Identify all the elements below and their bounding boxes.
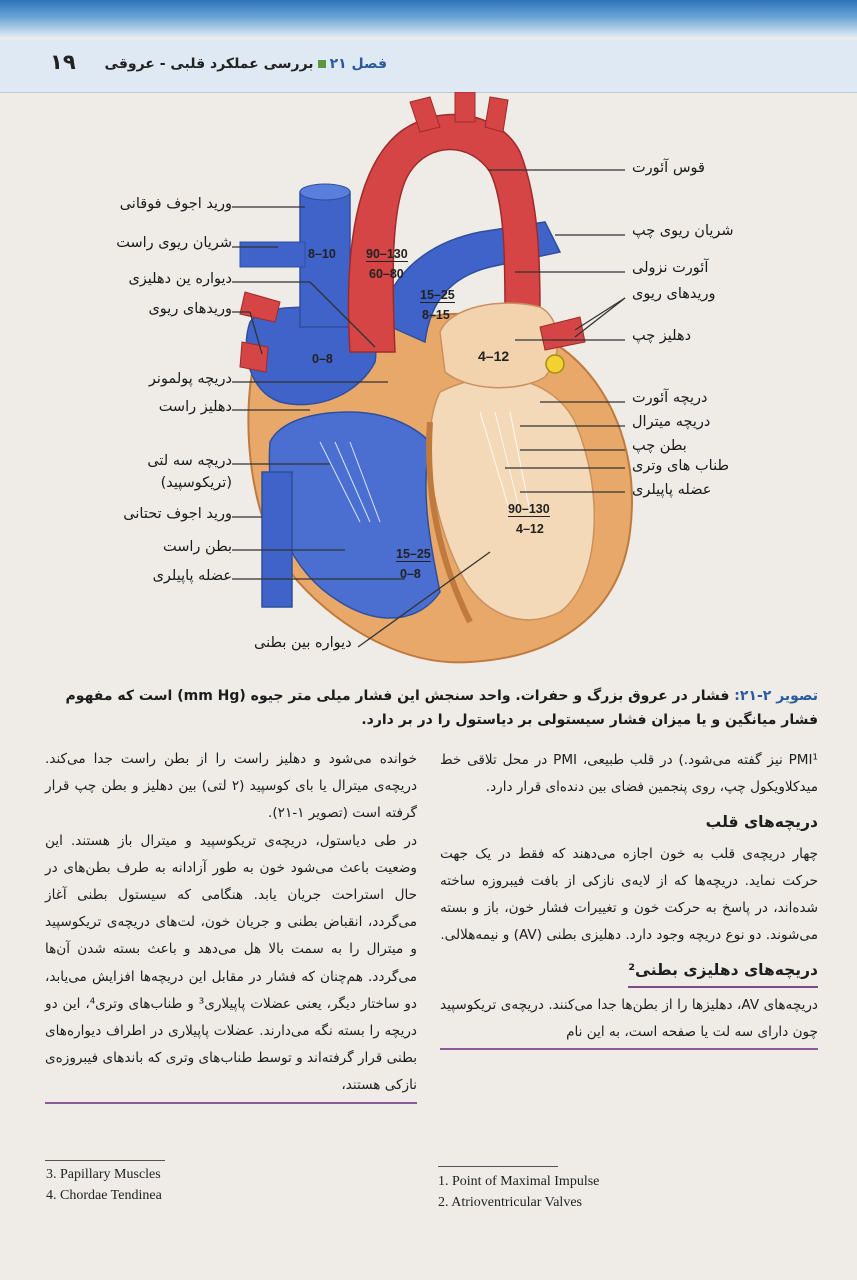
- label-pulmonic-valve: دریچه پولمونر: [148, 371, 232, 387]
- paragraph: چهار دریچه‌ی قلب به خون اجازه می‌دهند که فقط در یک جهت حرکت نماید. دریچه‌ها که از لایه‌ی نازکی از بافت فیبروزه ساخته شده‌اند، در پاسخ به حرکت خون و تغییرات فشار خون، باز و بسته می‌شوند. دو نوع دریچه وجود دارد. دهلیزی بطنی (AV) و نیمه‌هلالی.: [440, 845, 818, 944]
- page-number: ۱۹: [50, 50, 76, 74]
- heart-figure: [0, 92, 857, 682]
- label-aortic-arch: قوس آئورت: [632, 160, 705, 176]
- pressure-rv-top: 15–25: [396, 547, 431, 561]
- page-header: [0, 40, 857, 93]
- footnote: 3. Papillary Muscles: [46, 1167, 161, 1182]
- heading-av-valves: دریچه‌های دهلیزی بطنی²: [628, 957, 818, 987]
- label-interatrial-septum: دیواره ین دهلیزی: [128, 271, 232, 287]
- pressure-pa-bottom: 8–15: [422, 308, 450, 322]
- aortic-branch-2: [455, 92, 475, 122]
- pressure-lv-bottom: 4–12: [516, 522, 544, 536]
- label-interventricular-septum: دیواره بین بطنی: [254, 635, 352, 651]
- label-pulmonary-veins-right: وریدهای ریوی: [632, 286, 716, 302]
- heading-valves: دریچه‌های قلب: [705, 813, 818, 832]
- label-left-atrium: دهلیز چپ: [632, 328, 692, 344]
- label-tricuspid-paren: (تریکوسپید): [160, 475, 232, 491]
- label-right-pulmonary-artery: شریان ریوی راست: [116, 235, 232, 251]
- caption-lead: تصویر ۲-۲۱:: [734, 688, 818, 704]
- pressure-rv-bottom: 0–8: [400, 567, 421, 581]
- footnote: 1. Point of Maximal Impulse: [438, 1174, 600, 1189]
- figure-caption: [40, 684, 818, 732]
- label-right-atrium: دهلیز راست: [158, 399, 232, 415]
- footnote: 4. Chordae Tendinea: [46, 1188, 162, 1203]
- pressure-svc: 8–10: [308, 247, 336, 261]
- paragraph: دریچه‌های AV، دهلیزها را از بطن‌ها جدا می‌کنند. دریچه‌ی تریکوسپید چون دارای سه لت یا صفحه است، به این نام: [440, 992, 818, 1050]
- pulmonary-vein-left-1: [240, 292, 280, 322]
- label-left-ventricle: بطن چپ: [632, 438, 687, 454]
- footnotes-left: [46, 1164, 162, 1206]
- caption-text: فشار در عروق بزرگ و حفرات. واحد سنجش این فشار میلی متر جیوه (mm Hg) است که مفهوم فشار میانگین و یا میزان فشار سیستولی بر دیاستول را در بر دارد.: [65, 688, 818, 728]
- left-atrium: [440, 303, 558, 388]
- pressure-right-atrium: 0–8: [312, 352, 333, 366]
- aortic-valve-marker: [546, 355, 564, 373]
- right-column: [440, 747, 818, 1050]
- label-papillary-right: عضله پاپیلری: [152, 568, 232, 584]
- chapter-square-icon: [318, 60, 326, 68]
- chapter-title: بررسی عملکرد قلبی - عروقی: [104, 56, 314, 72]
- label-pulmonary-veins-left: وریدهای ریوی: [148, 301, 232, 317]
- top-color-band: [0, 0, 857, 38]
- left-column: [45, 746, 417, 1104]
- chapter-heading: [105, 56, 387, 72]
- label-papillary-left: عضله پاپیلری: [632, 482, 712, 498]
- pressure-aorta-bottom: 60–80: [369, 267, 404, 281]
- pressure-pa-top: 15–25: [420, 288, 455, 302]
- label-aortic-valve: دریچه آئورت: [632, 390, 708, 406]
- footnote-divider-right: [438, 1166, 558, 1167]
- pressure-aorta-top: 90–130: [366, 247, 408, 261]
- footnote-divider-left: [45, 1160, 165, 1161]
- label-chordae: طناب های وتری: [632, 458, 730, 474]
- chapter-label: فصل ۲۱: [329, 56, 387, 72]
- label-right-ventricle: بطن راست: [163, 539, 232, 555]
- label-mitral-valve: دریچه میترال: [632, 414, 711, 430]
- right-ventricle: [269, 412, 440, 618]
- footnotes-right: [438, 1171, 599, 1213]
- paragraph: PMI¹ نیز گفته می‌شود.) در قلب طبیعی، PMI در محل تلاقی خط میدکلاویکول چپ، روی پنجمین فضای بین دنده‌ای قرار دارد.: [440, 752, 818, 796]
- footnote: 2. Atrioventricular Valves: [438, 1195, 582, 1210]
- label-svc: ورید اجوف فوقانی: [119, 196, 232, 212]
- label-tricuspid-valve: دریچه سه لتی: [147, 453, 232, 469]
- label-descending-aorta: آئورت نزولی: [632, 260, 709, 276]
- inferior-vena-cava: [262, 472, 292, 607]
- paragraph: خوانده می‌شود و دهلیز راست را از بطن راست جدا می‌کند. دریچه‌ی میترال یا بای کوسپید (۲ لتی) بین دهلیز و بطن چپ قرار گرفته است (تصویر ۱-۲۱).: [45, 751, 417, 822]
- pressure-left-atrium: 4–12: [478, 348, 510, 364]
- pressure-lv-top: 90–130: [508, 502, 550, 516]
- label-left-pulmonary-artery: شریان ریوی چپ: [632, 223, 734, 239]
- aortic-branch-3: [485, 97, 508, 132]
- paragraph: در طی دیاستول، دریچه‌ی تریکوسپید و میترال باز هستند. این وضعیت باعث می‌شود خون به طور آزادانه به طرف بطن‌های در حال استراحت جریان یابد. هنگامی که سیستول بطنی آغاز می‌گردد، انقباض بطنی و جریان خون، لت‌های دریچه‌ی تریکوسپید و میترال را به سمت بالا هل می‌دهد و باعث بسته شدن آن‌ها می‌گردد. هم‌چنان که فشار در مقابل این دریچه‌ها افزایش می‌یابد، دو ساختار دیگر، یعنی عضلات پاپیلاری³ و طناب‌های وتری⁴، این دو دریچه را بسته نگه می‌دارند. عضلات پاپیلاری در اطراف دیواره‌های بطنی قرار گرفته‌اند و توسط طناب‌های وتری که باندهای فیبروزه‌ی نازکی هستند،: [45, 828, 417, 1104]
- pulmonary-vein-left-2: [240, 342, 268, 372]
- label-ivc: ورید اجوف تحتانی: [123, 506, 232, 522]
- heart-illustration: [0, 92, 857, 682]
